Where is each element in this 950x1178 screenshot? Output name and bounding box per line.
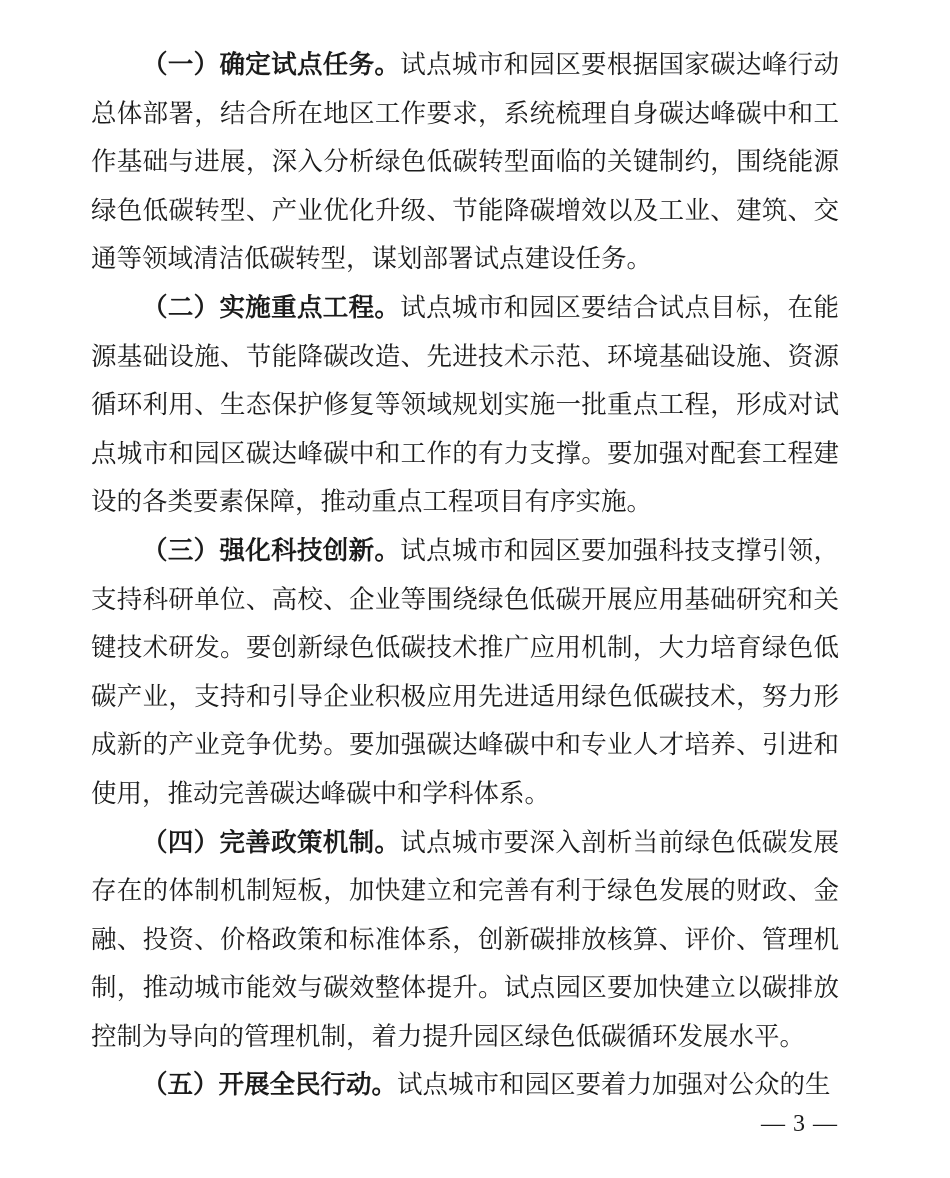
paragraph-4-body: 试点城市要深入剖析当前绿色低碳发展存在的体制机制短板，加快建立和完善有利于绿色发展的财政、金融、投资、价格政策和标准体系，创新碳排放核算、评价、管理机制，推动城市能效与碳效整体提升。试点园区要加快建立以碳排放控制为导向的管理机制，着力提升园区绿色低碳循环发展水平。 <box>91 827 839 1051</box>
paragraph-3-body: 试点城市和园区要加强科技支撑引领，支持科研单位、高校、企业等围绕绿色低碳开展应用基础研究和关键技术研发。要创新绿色低碳技术推广应用机制，大力培育绿色低碳产业，支持和引导企业积极应用先进适用绿色低碳技术，努力形成新的产业竞争优势。要加强碳达峰碳中和专业人才培养、引进和使用，推动完善碳达峰碳中和学科体系。 <box>91 535 839 808</box>
paragraph-1-body: 试点城市和园区要根据国家碳达峰行动总体部署，结合所在地区工作要求，系统梳理自身碳达峰碳中和工作基础与进展，深入分析绿色低碳转型面临的关键制约，围绕能源绿色低碳转型、产业优化升级、节能降碳增效以及工业、建筑、交通等领域清洁低碳转型，谋划部署试点建设任务。 <box>91 50 839 274</box>
paragraph-4 <box>91 819 839 1062</box>
paragraph-1-heading: （一）确定试点任务。 <box>142 50 401 79</box>
page-number: — 3 — <box>761 1111 838 1137</box>
paragraph-4-heading: （四）完善政策机制。 <box>142 827 401 857</box>
paragraph-5 <box>91 1061 839 1110</box>
paragraph-2-heading: （二）实施重点工程。 <box>142 292 401 322</box>
paragraph-3-heading: （三）强化科技创新。 <box>142 535 401 565</box>
paragraph-3 <box>91 527 839 819</box>
paragraph-1 <box>91 41 839 284</box>
paragraph-2-body: 试点城市和园区要结合试点目标，在能源基础设施、节能降碳改造、先进技术示范、环境基础设施、资源循环利用、生态保护修复等领域规划实施一批重点工程，形成对试点城市和园区碳达峰碳中和工作的有力支撑。要加强对配套工程建设的各类要素保障，推动重点工程项目有序实施。 <box>91 292 839 517</box>
paragraph-2 <box>91 284 839 527</box>
paragraph-5-body: 试点城市和园区要着力加强对公众的生 <box>397 1070 831 1100</box>
document-body <box>91 41 839 1110</box>
paragraph-5-heading: （五）开展全民行动。 <box>142 1070 398 1100</box>
